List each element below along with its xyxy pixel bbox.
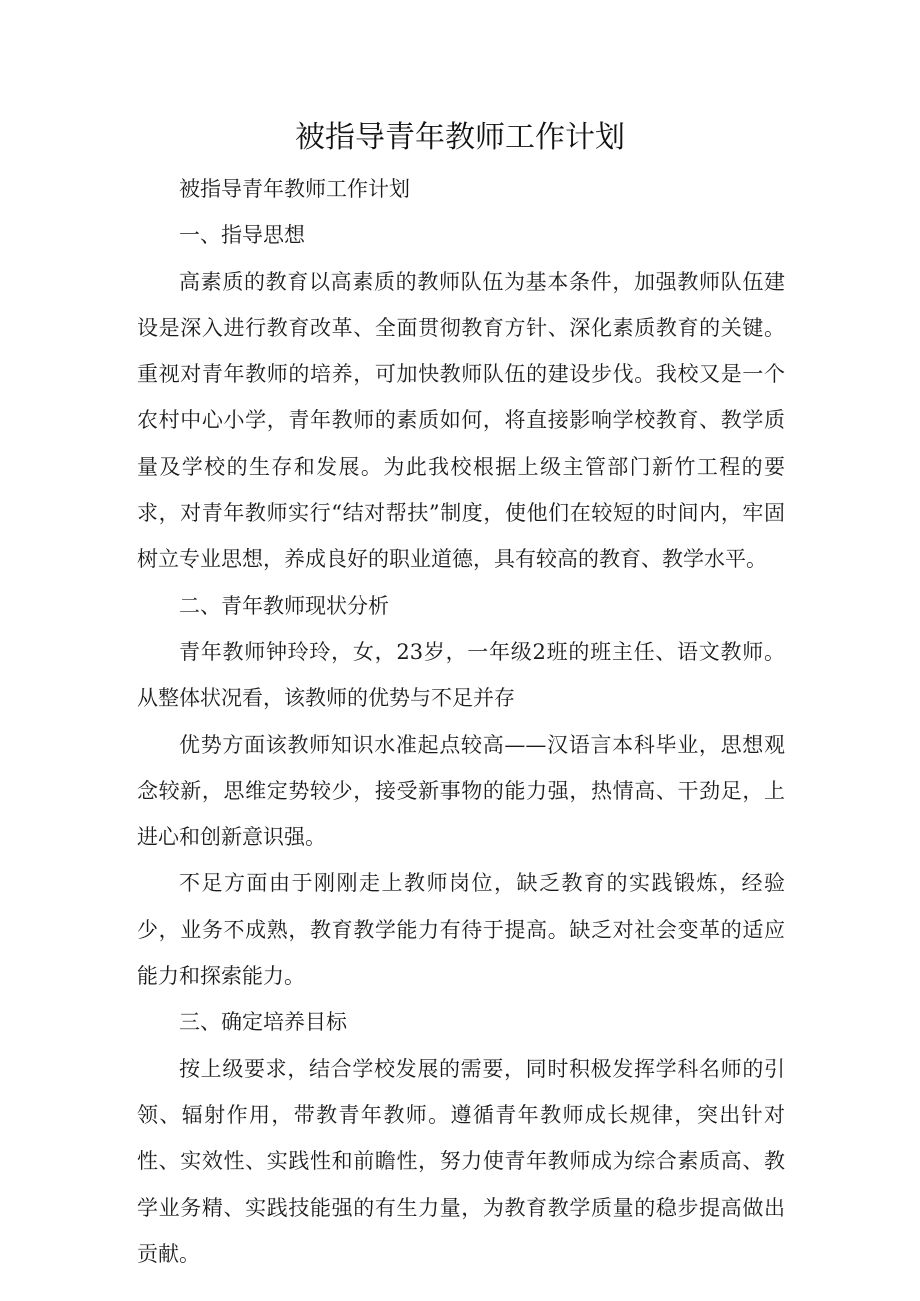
document-title: 被指导青年教师工作计划 xyxy=(295,120,625,155)
paragraph-teacher-profile: 青年教师钟玲玲，女，23岁，一年级2班的班主任、语文教师。从整体状况看，该教师的优势与不足并存 xyxy=(137,639,785,711)
section-heading-1: 一、指导思想 xyxy=(179,223,305,248)
paragraph-training-goals: 按上级要求，结合学校发展的需要，同时积极发挥学科名师的引领、辐射作用，带教青年教师。遵循青年教师成长规律，突出针对性、实效性、实践性和前瞻性，努力使青年教师成为综合素质高、教学业务精、实践技能强的有生力量，为教育教学质量的稳步提高做出贡献。 xyxy=(137,1056,785,1266)
paragraph-guiding-idea: 高素质的教育以高素质的教师队伍为基本条件，加强教师队伍建设是深入进行教育改革、全面贯彻教育方针、深化素质教育的关键。重视对青年教师的培养，可加快教师队伍的建设步伐。我校又是一个农村中心小学，青年教师的素质如何，将直接影响学校教育、教学质量及学校的生存和发展。为此我校根据上级主管部门新竹工程的要求，对青年教师实行“结对帮扶”制度，使他们在较短的时间内，牢固树立专业思想，养成良好的职业道德，具有较高的教育、教学水平。 xyxy=(137,269,785,572)
paragraph-weaknesses: 不足方面由于刚刚走上教师岗位，缺乏教育的实践锻炼，经验少，业务不成熟，教育教学能力有待于提高。缺乏对社会变革的适应能力和探索能力。 xyxy=(137,871,785,989)
section-heading-2: 二、青年教师现状分析 xyxy=(179,593,389,618)
document-body xyxy=(137,166,785,1277)
paragraph-strengths: 优势方面该教师知识水准起点较高——汉语言本科毕业，思想观念较新，思维定势较少，接受新事物的能力强，热情高、干劲足，上进心和创新意识强。 xyxy=(137,732,785,850)
section-heading-3: 三、确定培养目标 xyxy=(179,1010,347,1035)
paragraph-subtitle: 被指导青年教师工作计划 xyxy=(179,177,410,201)
